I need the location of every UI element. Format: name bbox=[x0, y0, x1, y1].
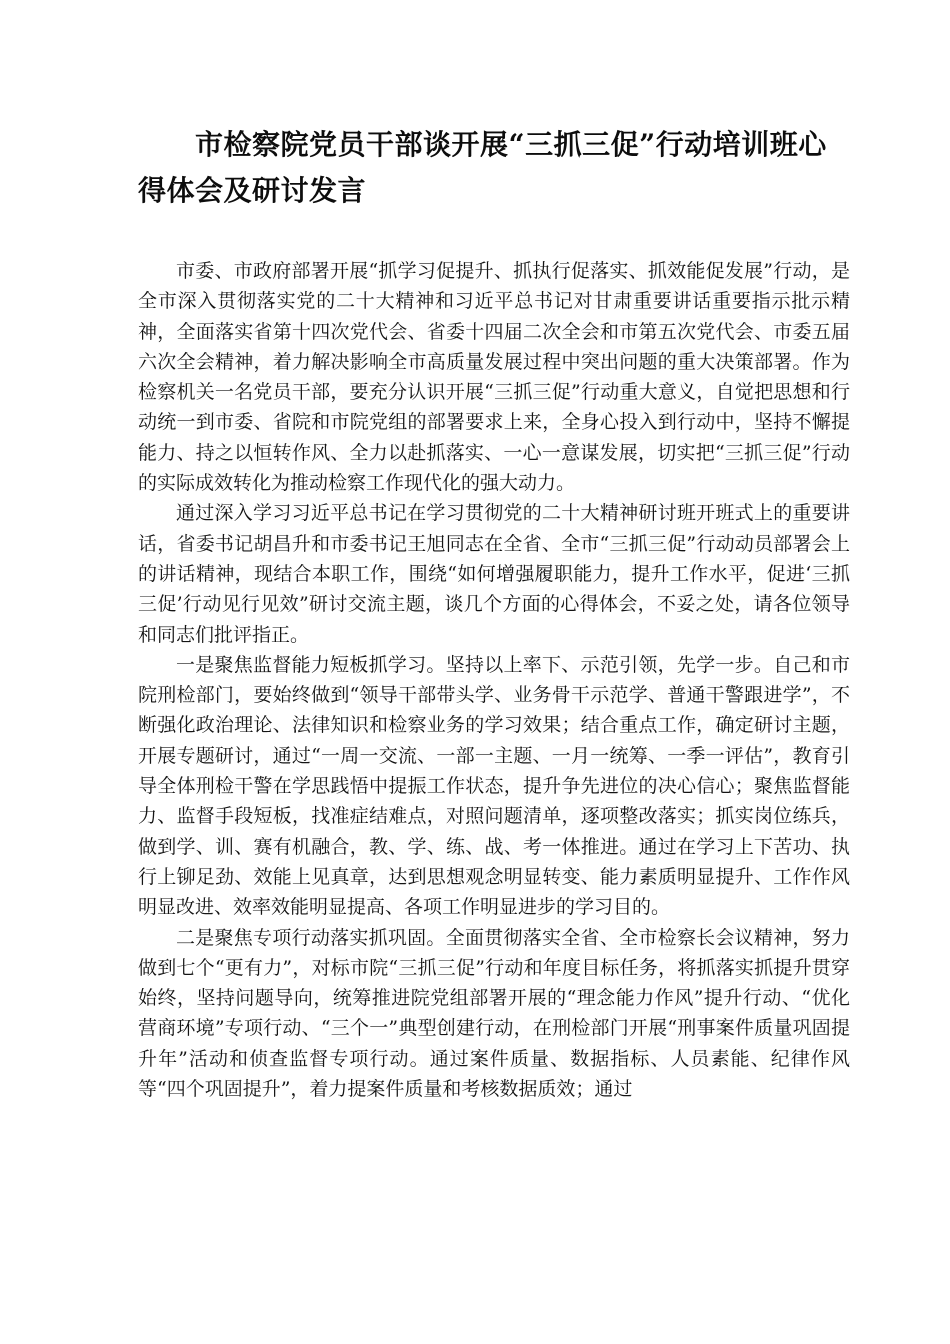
paragraph: 二是聚焦专项行动落实抓巩固。全面贯彻落实全省、全市检察长会议精神，努力做到七个“更有力”，对标市院“三抓三促”行动和年度目标任务，将抓落实抓提升贯穿始终，坚持问题导向，统筹推进院党组部署开展的“理念能力作风”提升行动、“优化营商环境”专项行动、“三个一”典型创建行动，在刑检部门开展“刑事案件质量巩固提升年”活动和侦查监督专项行动。通过案件质量、数据指标、人员素能、纪律作风等“四个巩固提升”，着力提案件质量和考核数据质效；通过 bbox=[138, 926, 850, 1101]
document-body bbox=[138, 256, 850, 1104]
document-title: 市检察院党员干部谈开展“三抓三促”行动培训班心得体会及研讨发言 bbox=[138, 128, 827, 207]
paragraph: 一是聚焦监督能力短板抓学习。坚持以上率下、示范引领，先学一步。自己和市院刑检部门，要始终做到“领导干部带头学、业务骨干示范学、普通干警跟进学”，不断强化政治理论、法律知识和检察业务的学习效果；结合重点工作，确定研讨主题，开展专题研讨，通过“一周一交流、一部一主题、一月一统筹、一季一评估”，教育引导全体刑检干警在学思践悟中提振工作状态，提升争先进位的决心信心；聚焦监督能力、监督手段短板，找准症结难点，对照问题清单，逐项整改落实；抓实岗位练兵，做到学、训、赛有机融合，教、学、练、战、考一体推进。通过在学习上下苦功、执行上铆足劲、效能上见真章，达到思想观念明显转变、能力素质明显提升、工作作风明显改进、效率效能明显提高、各项工作明显进步的学习目的。 bbox=[138, 653, 850, 919]
paragraph: 通过深入学习习近平总书记在学习贯彻党的二十大精神研讨班开班式上的重要讲话，省委书记胡昌升和市委书记王旭同志在全省、全市“三抓三促”行动动员部署会上的讲话精神，现结合本职工作，围绕“如何增强履职能力，提升工作水平，促进‘三抓三促’行动见行见效”研讨交流主题，谈几个方面的心得体会，不妥之处，请各位领导和同志们批评指正。 bbox=[138, 502, 850, 646]
paragraph: 市委、市政府部署开展“抓学习促提升、抓执行促落实、抓效能促发展”行动，是全市深入贯彻落实党的二十大精神和习近平总书记对甘肃重要讲话重要指示批示精神，全面落实省第十四次党代会、省委十四届二次全会和市第五次党代会、市委五届六次全会精神，着力解决影响全市高质量发展过程中突出问题的重大决策部署。作为检察机关一名党员干部，要充分认识开展“三抓三促”行动重大意义，自觉把思想和行动统一到市委、省院和市院党组的部署要求上来，全身心投入到行动中，坚持不懈提能力、持之以恒转作风、全力以赴抓落实、一心一意谋发展，切实把“三抓三促”行动的实际成效转化为推动检察工作现代化的强大动力。 bbox=[138, 260, 850, 495]
